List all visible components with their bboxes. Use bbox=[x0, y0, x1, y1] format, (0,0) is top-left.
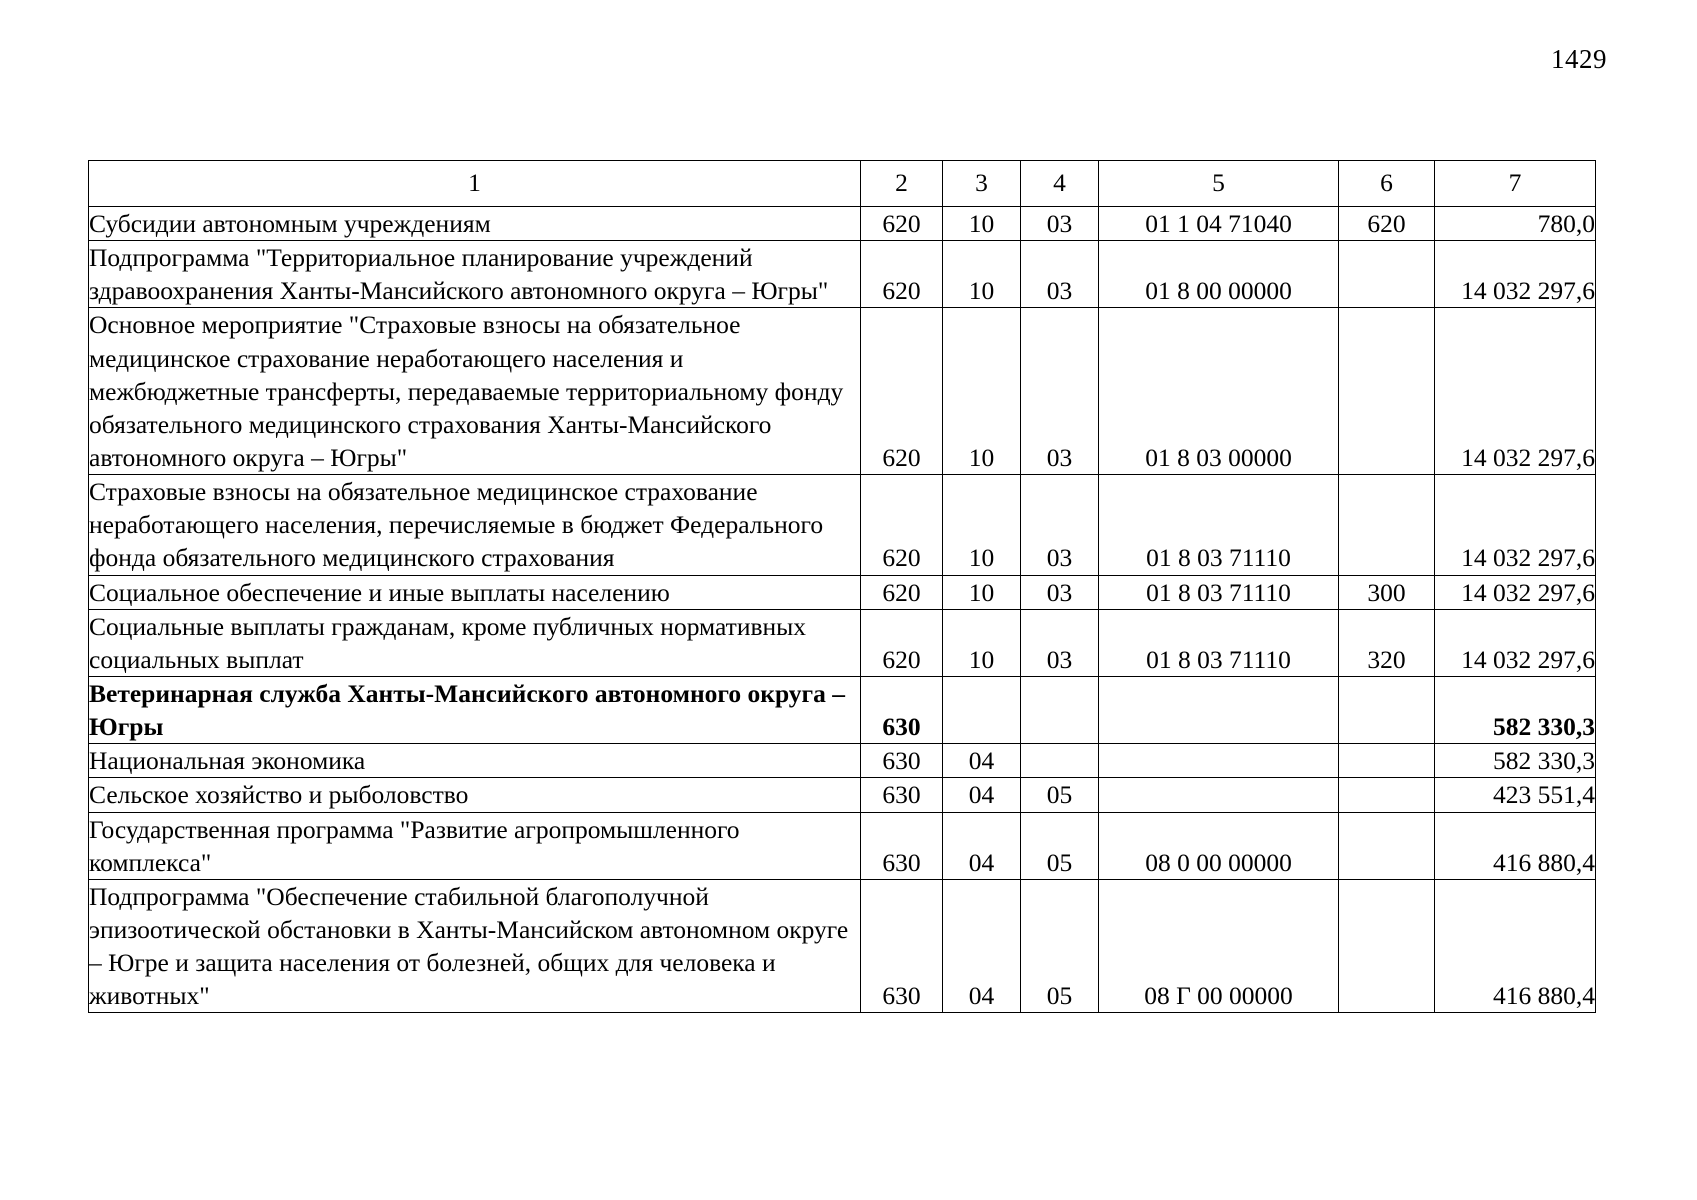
row-expense-type-code bbox=[1339, 241, 1435, 308]
row-section-code: 04 bbox=[943, 778, 1021, 812]
row-subsection-code: 05 bbox=[1021, 778, 1099, 812]
row-chief-manager-code: 630 bbox=[861, 676, 943, 743]
row-target-article-code: 01 8 03 71110 bbox=[1099, 475, 1339, 575]
row-amount: 14 032 297,6 bbox=[1435, 308, 1596, 475]
row-amount: 416 880,4 bbox=[1435, 812, 1596, 879]
row-subsection-code: 03 bbox=[1021, 609, 1099, 676]
row-chief-manager-code: 620 bbox=[861, 475, 943, 575]
column-header-4: 4 bbox=[1021, 161, 1099, 207]
column-header-6: 6 bbox=[1339, 161, 1435, 207]
row-section-code bbox=[943, 676, 1021, 743]
row-expense-type-code bbox=[1339, 744, 1435, 778]
row-expense-type-code bbox=[1339, 879, 1435, 1013]
row-chief-manager-code: 620 bbox=[861, 575, 943, 609]
row-subsection-code: 03 bbox=[1021, 207, 1099, 241]
row-amount: 14 032 297,6 bbox=[1435, 241, 1596, 308]
row-expense-type-code: 300 bbox=[1339, 575, 1435, 609]
row-target-article-code: 08 Г 00 00000 bbox=[1099, 879, 1339, 1013]
row-section-code: 10 bbox=[943, 241, 1021, 308]
row-target-article-code bbox=[1099, 778, 1339, 812]
row-section-code: 10 bbox=[943, 207, 1021, 241]
column-header-2: 2 bbox=[861, 161, 943, 207]
table-row bbox=[89, 812, 1596, 879]
row-section-code: 04 bbox=[943, 879, 1021, 1013]
table-row bbox=[89, 207, 1596, 241]
row-expense-type-code bbox=[1339, 812, 1435, 879]
table-body bbox=[89, 207, 1596, 1013]
row-expense-type-code bbox=[1339, 308, 1435, 475]
table-header bbox=[89, 161, 1596, 207]
row-section-code: 10 bbox=[943, 308, 1021, 475]
row-name-cell: Национальная экономика bbox=[89, 744, 861, 778]
row-amount: 780,0 bbox=[1435, 207, 1596, 241]
row-section-code: 10 bbox=[943, 575, 1021, 609]
row-name-cell: Социальные выплаты гражданам, кроме публичных нормативных социальных выплат bbox=[89, 609, 861, 676]
row-name-cell: Страховые взносы на обязательное медицинское страхование неработающего населения, перечисляемые в бюджет Федерального фонда обязательного медицинского страхования bbox=[89, 475, 861, 575]
row-amount: 14 032 297,6 bbox=[1435, 609, 1596, 676]
table-row bbox=[89, 475, 1596, 575]
row-amount: 582 330,3 bbox=[1435, 744, 1596, 778]
row-section-code: 04 bbox=[943, 812, 1021, 879]
row-target-article-code: 01 8 03 00000 bbox=[1099, 308, 1339, 475]
row-expense-type-code bbox=[1339, 676, 1435, 743]
row-subsection-code: 05 bbox=[1021, 879, 1099, 1013]
row-subsection-code: 05 bbox=[1021, 812, 1099, 879]
table-row bbox=[89, 241, 1596, 308]
row-subsection-code: 03 bbox=[1021, 475, 1099, 575]
row-chief-manager-code: 620 bbox=[861, 308, 943, 475]
row-amount: 416 880,4 bbox=[1435, 879, 1596, 1013]
table-row bbox=[89, 778, 1596, 812]
table-row bbox=[89, 609, 1596, 676]
row-target-article-code bbox=[1099, 676, 1339, 743]
row-target-article-code: 01 1 04 71040 bbox=[1099, 207, 1339, 241]
row-name-cell: Подпрограмма "Территориальное планирование учреждений здравоохранения Ханты-Мансийского автономного округа – Югры" bbox=[89, 241, 861, 308]
column-header-7: 7 bbox=[1435, 161, 1596, 207]
row-expense-type-code: 320 bbox=[1339, 609, 1435, 676]
row-expense-type-code bbox=[1339, 778, 1435, 812]
table-row bbox=[89, 308, 1596, 475]
row-chief-manager-code: 620 bbox=[861, 207, 943, 241]
row-subsection-code bbox=[1021, 744, 1099, 778]
row-name-cell: Подпрограмма "Обеспечение стабильной благополучной эпизоотической обстановки в Ханты-Мансийском автономном округе – Югре и защита населения от болезней, общих для человека и животных" bbox=[89, 879, 861, 1013]
row-section-code: 04 bbox=[943, 744, 1021, 778]
column-header-1: 1 bbox=[89, 161, 861, 207]
row-subsection-code: 03 bbox=[1021, 241, 1099, 308]
row-name-cell: Сельское хозяйство и рыболовство bbox=[89, 778, 861, 812]
row-name-cell: Социальное обеспечение и иные выплаты населению bbox=[89, 575, 861, 609]
row-section-code: 10 bbox=[943, 609, 1021, 676]
row-name-cell: Ветеринарная служба Ханты-Мансийского автономного округа – Югры bbox=[89, 676, 861, 743]
row-expense-type-code bbox=[1339, 475, 1435, 575]
row-subsection-code: 03 bbox=[1021, 308, 1099, 475]
row-subsection-code: 03 bbox=[1021, 575, 1099, 609]
table-row bbox=[89, 575, 1596, 609]
row-target-article-code: 01 8 03 71110 bbox=[1099, 609, 1339, 676]
row-amount: 14 032 297,6 bbox=[1435, 575, 1596, 609]
row-subsection-code bbox=[1021, 676, 1099, 743]
table-row bbox=[89, 879, 1596, 1013]
row-name-cell: Основное мероприятие "Страховые взносы на обязательное медицинское страхование неработающего населения и межбюджетные трансферты, передаваемые территориальному фонду обязательного медицинского страхования Ханты-Мансийского автономного округа – Югры" bbox=[89, 308, 861, 475]
row-amount: 423 551,4 bbox=[1435, 778, 1596, 812]
row-target-article-code: 08 0 00 00000 bbox=[1099, 812, 1339, 879]
row-target-article-code: 01 8 00 00000 bbox=[1099, 241, 1339, 308]
table-row bbox=[89, 744, 1596, 778]
row-name-cell: Государственная программа "Развитие агропромышленного комплекса" bbox=[89, 812, 861, 879]
row-chief-manager-code: 620 bbox=[861, 241, 943, 308]
row-name-cell: Субсидии автономным учреждениям bbox=[89, 207, 861, 241]
row-section-code: 10 bbox=[943, 475, 1021, 575]
row-chief-manager-code: 620 bbox=[861, 609, 943, 676]
row-expense-type-code: 620 bbox=[1339, 207, 1435, 241]
row-chief-manager-code: 630 bbox=[861, 812, 943, 879]
budget-table-container bbox=[88, 160, 1595, 1013]
row-amount: 14 032 297,6 bbox=[1435, 475, 1596, 575]
table-row bbox=[89, 676, 1596, 743]
column-header-3: 3 bbox=[943, 161, 1021, 207]
page-number: 1429 bbox=[1551, 44, 1607, 74]
row-chief-manager-code: 630 bbox=[861, 744, 943, 778]
row-amount: 582 330,3 bbox=[1435, 676, 1596, 743]
table-header-row bbox=[89, 161, 1596, 207]
column-header-5: 5 bbox=[1099, 161, 1339, 207]
row-target-article-code bbox=[1099, 744, 1339, 778]
budget-table bbox=[88, 160, 1596, 1013]
row-target-article-code: 01 8 03 71110 bbox=[1099, 575, 1339, 609]
row-chief-manager-code: 630 bbox=[861, 778, 943, 812]
row-chief-manager-code: 630 bbox=[861, 879, 943, 1013]
